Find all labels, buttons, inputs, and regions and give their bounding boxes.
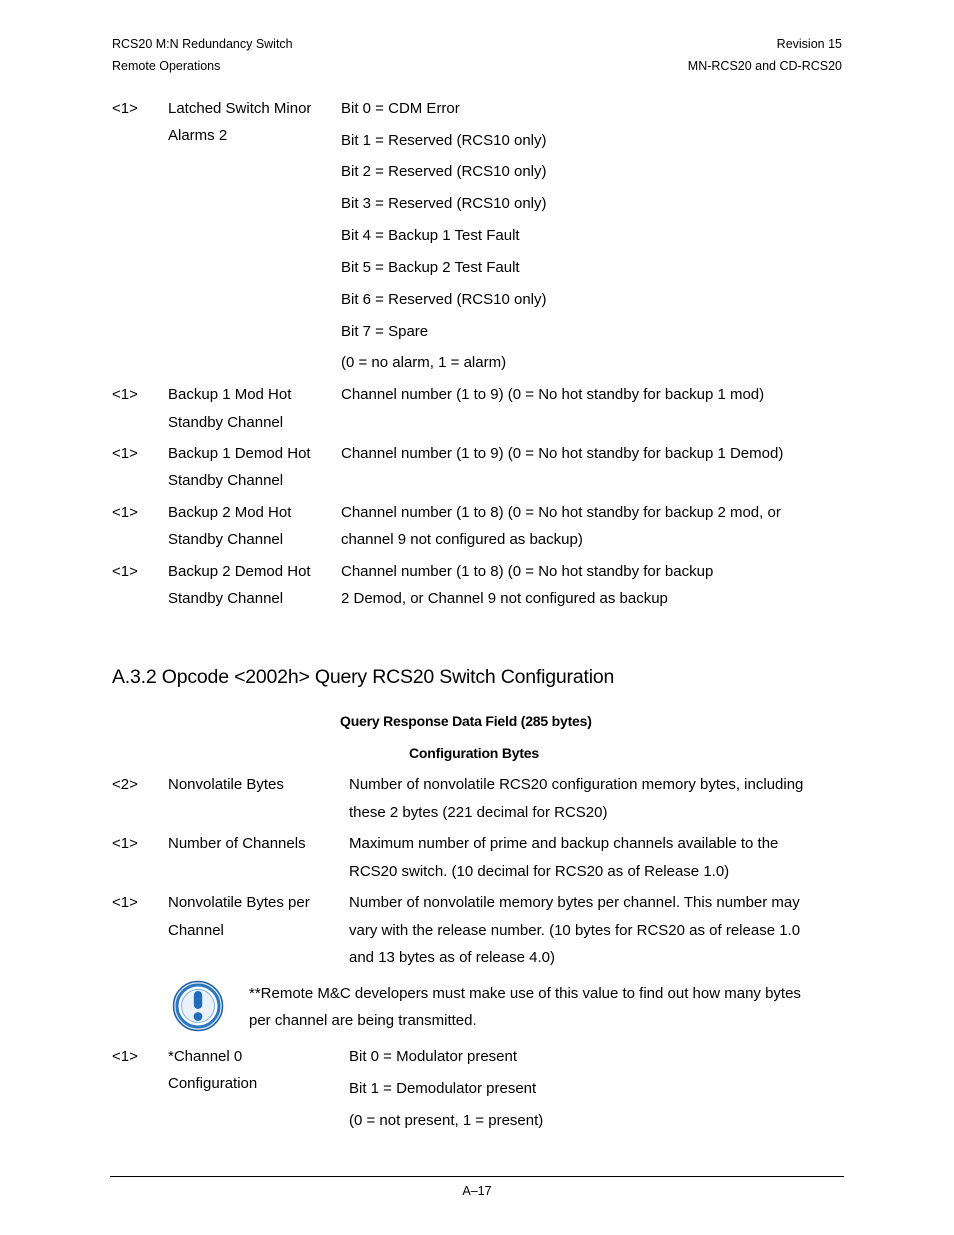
field-name: Nonvolatile Bytes per [168, 894, 310, 911]
field-description: Bit 5 = Backup 2 Test Fault [341, 259, 520, 276]
byte-count: <1> [112, 1048, 138, 1065]
field-description: (0 = no alarm, 1 = alarm) [341, 354, 507, 371]
header-section-title: Remote Operations [112, 59, 221, 73]
byte-count: <1> [112, 504, 138, 521]
field-description: Channel number (1 to 9) (0 = No hot standby for backup 1 mod) [341, 386, 765, 403]
field-description: Channel number (1 to 9) (0 = No hot standby for backup 1 Demod) [341, 445, 784, 462]
field-description: Bit 0 = Modulator present [349, 1048, 518, 1065]
field-description: Number of nonvolatile memory bytes per channel. This number may [349, 894, 800, 911]
field-description: vary with the release number. (10 bytes for RCS20 as of release 1.0 [349, 922, 801, 939]
byte-count: <1> [112, 835, 138, 852]
field-name: Standby Channel [168, 531, 284, 548]
section-heading: A.3.2 Opcode <2002h> Query RCS20 Switch Configuration [112, 666, 615, 688]
field-name: Backup 2 Demod Hot [168, 563, 311, 580]
field-description: Bit 1 = Reserved (RCS10 only) [341, 132, 547, 149]
field-name: Backup 1 Demod Hot [168, 445, 311, 462]
field-name: Channel [168, 922, 224, 939]
field-description: (0 = not present, 1 = present) [349, 1112, 544, 1129]
response-field-heading: Query Response Data Field (285 bytes) [340, 713, 592, 729]
byte-count: <1> [112, 445, 138, 462]
config-bytes-heading: Configuration Bytes [409, 745, 539, 761]
field-description: Bit 2 = Reserved (RCS10 only) [341, 163, 547, 180]
note-text: **Remote M&C developers must make use of this value to find out how many bytes [249, 985, 801, 1002]
field-description: Maximum number of prime and backup channels available to the [349, 835, 779, 852]
header-doc-number: MN-RCS20 and CD-RCS20 [687, 59, 842, 73]
field-description: Channel number (1 to 8) (0 = No hot standby for backup [341, 563, 714, 580]
field-name: Alarms 2 [168, 127, 228, 144]
field-description: channel 9 not configured as backup) [341, 531, 583, 548]
important-note-icon [172, 980, 224, 1032]
field-description: Channel number (1 to 8) (0 = No hot standby for backup 2 mod, or [341, 504, 781, 521]
header-doc-title: RCS20 M:N Redundancy Switch [112, 37, 293, 51]
footer-rule [110, 1176, 844, 1177]
field-name: Nonvolatile Bytes [168, 776, 284, 793]
field-name: Standby Channel [168, 590, 284, 607]
byte-count: <1> [112, 386, 138, 403]
byte-count: <2> [112, 776, 138, 793]
byte-count: <1> [112, 894, 138, 911]
field-name: Latched Switch Minor [168, 100, 312, 117]
page-number: A–17 [462, 1184, 492, 1198]
field-description: and 13 bytes as of release 4.0) [349, 949, 555, 966]
field-name: Standby Channel [168, 414, 284, 431]
byte-count: <1> [112, 563, 138, 580]
field-name: Number of Channels [168, 835, 306, 852]
field-name: Configuration [168, 1075, 258, 1092]
field-name: Standby Channel [168, 472, 284, 489]
note-text: per channel are being transmitted. [249, 1012, 477, 1029]
field-description: Bit 7 = Spare [341, 323, 429, 340]
field-description: 2 Demod, or Channel 9 not configured as backup [341, 590, 668, 607]
field-description: RCS20 switch. (10 decimal for RCS20 as of Release 1.0) [349, 863, 730, 880]
field-description: Number of nonvolatile RCS20 configuration memory bytes, including [349, 776, 804, 793]
field-description: Bit 1 = Demodulator present [349, 1080, 537, 1097]
byte-count: <1> [112, 100, 138, 117]
field-description: Bit 0 = CDM Error [341, 100, 460, 117]
field-description: Bit 4 = Backup 1 Test Fault [341, 227, 520, 244]
field-name: *Channel 0 [168, 1048, 243, 1065]
header-revision: Revision 15 [776, 37, 842, 51]
field-description: these 2 bytes (221 decimal for RCS20) [349, 804, 608, 821]
field-name: Backup 2 Mod Hot [168, 504, 292, 521]
field-name: Backup 1 Mod Hot [168, 386, 292, 403]
field-description: Bit 3 = Reserved (RCS10 only) [341, 195, 547, 212]
field-description: Bit 6 = Reserved (RCS10 only) [341, 291, 547, 308]
